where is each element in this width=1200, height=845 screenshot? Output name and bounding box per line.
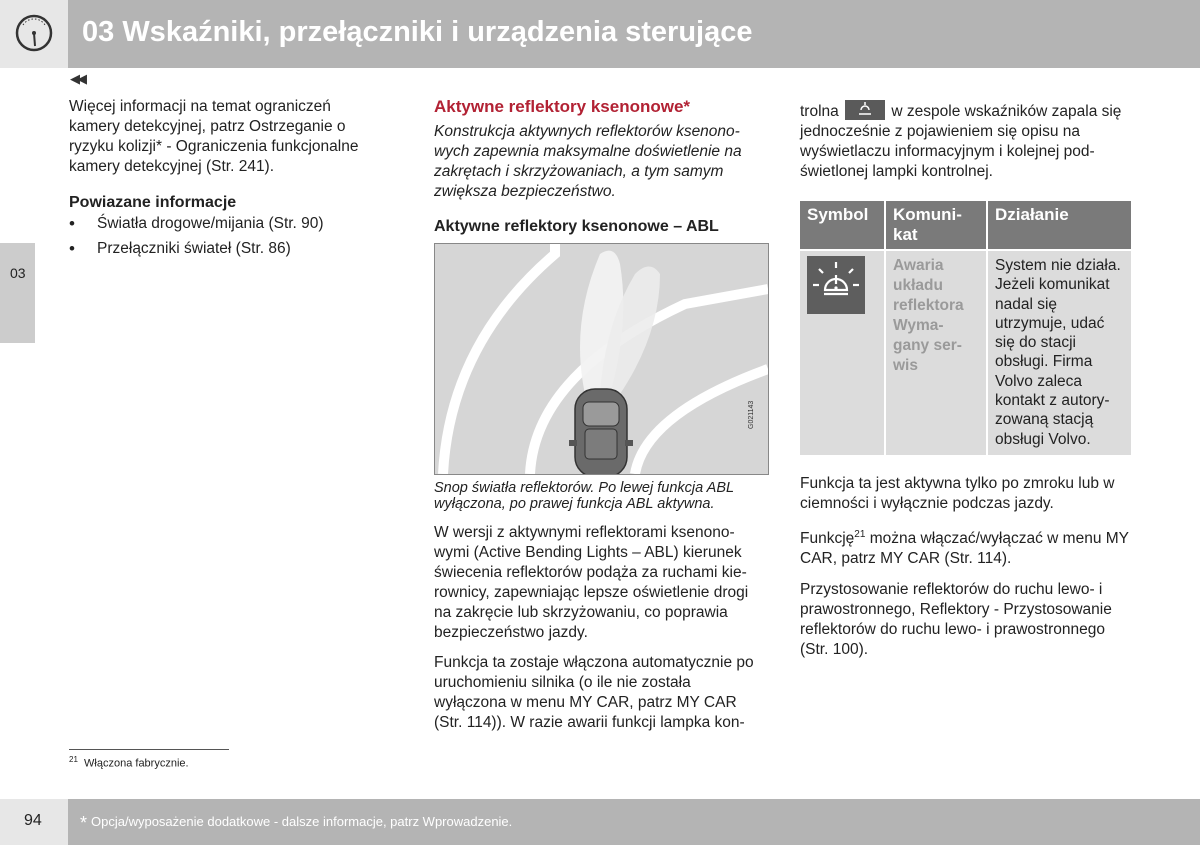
footnote-text: Włączona fabrycznie. [84, 757, 189, 770]
car-illustration [569, 389, 633, 474]
symbol-cell [800, 250, 885, 455]
col2-paragraph-2: Funkcja ta zostaje włączona automatycznie po uruchomieniu silnika (o ile nie została wyłączona w menu MY CAR, patrz MY CAR (Str. 114)). W razie awarii funkcji lampka kon- [434, 654, 754, 731]
related-link[interactable]: • Przełączniki świateł (Str. 86) [69, 239, 379, 259]
footnote-number: 21 [69, 755, 78, 764]
message-cell: Awaria układu reflektora Wyma-gany ser-wis [885, 250, 987, 455]
subsection-heading: Aktywne reflektory ksenonowe – ABL [434, 218, 719, 235]
column-3 [800, 100, 1132, 671]
related-links-list [69, 214, 379, 259]
footnote-divider [69, 749, 229, 750]
section-heading: Aktywne reflektory ksenonowe* [434, 97, 691, 116]
related-link[interactable]: • Światła drogowe/mijania (Str. 90) [69, 214, 379, 234]
action-cell: System nie działa. Jeżeli komunikat nadal się utrzymuje, udać się do stacji obsługi. Firma Volvo zaleca kontakt z autory-zowaną stacją obsługi Volvo. [987, 250, 1131, 455]
footnote-ref: 21 [854, 528, 866, 540]
gauge-icon [14, 13, 54, 58]
col3-intro [800, 100, 1132, 182]
footer-star: * [80, 813, 88, 833]
col3-paragraph-2-before: Funkcję [800, 530, 855, 548]
col3-intro-before: trolna [800, 103, 839, 120]
col3-paragraph-2-after: można włączać/wyłączać w menu MY CAR, patrz MY CAR (Str. 114). [800, 530, 1129, 568]
table-row [800, 250, 1131, 455]
page-title: 03 Wskaźniki, przełączniki i urządzenia sterujące [82, 16, 753, 48]
headlight-warning-icon [807, 256, 865, 314]
footer-note [80, 813, 512, 834]
figure-code: G021143 [748, 400, 755, 429]
chapter-tab[interactable] [0, 243, 35, 343]
table-header-action: Działanie [987, 201, 1131, 250]
figure-caption: Snop światła reflektorów. Po lewej funkcja ABL wyłączona, po prawej funkcja ABL aktywna. [434, 480, 734, 512]
related-info-heading: Powiazane informacje [69, 194, 237, 211]
footnote [69, 755, 189, 770]
footer-note-text: Opcja/wyposażenie dodatkowe - dalsze informacje, patrz Wprowadzenie. [91, 814, 513, 829]
section-intro: Konstrukcja aktywnych reflektorów ksenono-wych zapewnia maksymalne doświetlenie na zakrętach i skrzyżowaniach, a tym samym zwiększa bezpieczeństwo. [434, 123, 742, 200]
col2-paragraph-1: W wersji z aktywnymi reflektorami ksenono-wymi (Active Bending Lights – ABL) kierunek świecenia reflektorów podąża za ruchami kie-rownicy, zapewniając lepsze oświetlenie drogi na zakręcie lub skrzyżowaniu, co poprawia bezpieczeństwo jazdy. [434, 524, 749, 641]
column-1 [69, 97, 379, 264]
warning-lamp-icon [845, 100, 885, 120]
col3-paragraph-1: Funkcja ta jest aktywna tylko po zmroku lub w ciemności i wyłącznie podczas jazdy. [800, 474, 1115, 512]
col3-paragraph-3: Przystosowanie reflektorów do ruchu lewo- i prawostronnego, Reflektory - Przystosowanie reflektorów do ruchu lewo- i prawostronnego (Str. 100). [800, 581, 1112, 659]
col3-paragraph-2 [800, 525, 1132, 569]
col1-paragraph: Więcej informacji na temat ograniczeń kamery detekcyjnej, patrz Ostrzeganie o ryzyku kolizji* - Ograniczenia funkcjonalne kamery detekcyjnej (Str. 241). [69, 98, 359, 175]
back-arrows-icon[interactable]: ◀◀ [70, 71, 84, 86]
col3-intro-after: w zespole wskaźników zapala się jednocześnie z pojawieniem się opisu na wyświetlaczu informacyjnym i kolejnej pod-świetlonej lampki kontrolnej. [800, 103, 1122, 180]
chapter-tab-label: 03 [10, 265, 26, 281]
page-number: 94 [24, 812, 42, 829]
symbol-table [800, 201, 1131, 455]
table-header-message: Komuni-kat [885, 201, 987, 250]
abl-illustration [434, 243, 769, 475]
column-2 [434, 97, 766, 743]
table-header-symbol: Symbol [800, 201, 885, 250]
